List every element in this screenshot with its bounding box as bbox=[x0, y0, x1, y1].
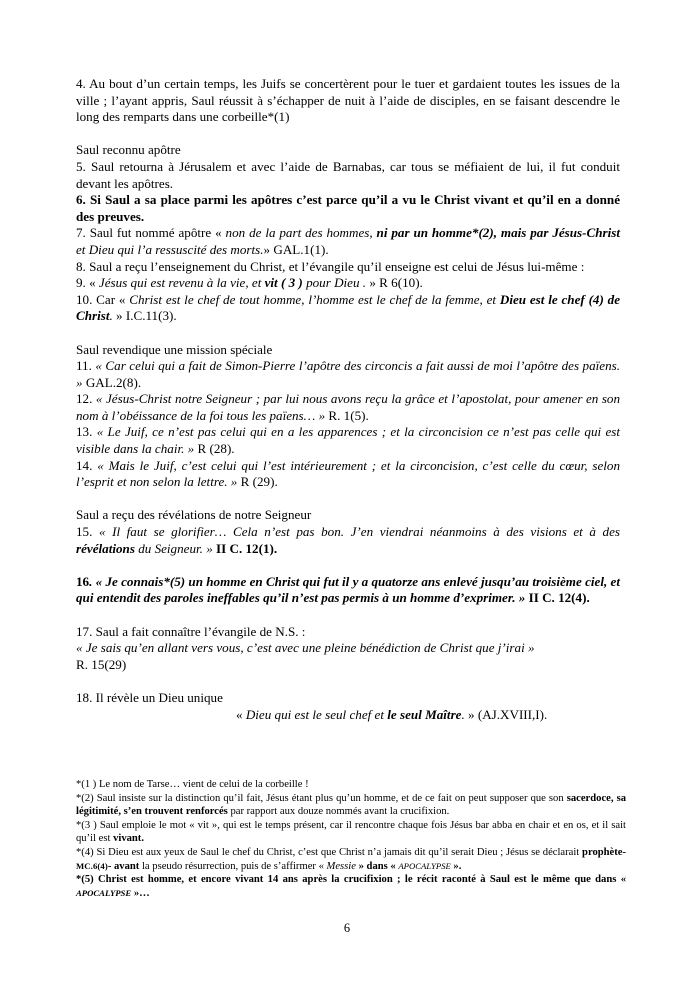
paragraph-16-lead: 16 bbox=[76, 573, 90, 589]
paragraph-10-bolditalic-1: Dieu est le chef (4) de Christ bbox=[76, 291, 621, 324]
paragraph-14-italic-1: « Mais le Juif, c’est celui qui l’est intérieurement ; et la circoncision, c’est celle du cœur, selon l’esprit et non selon la lettre. » bbox=[76, 457, 620, 490]
paragraph-9-bolditalic-1: vit ( 3 ) bbox=[264, 275, 303, 291]
paragraph-spacer bbox=[76, 557, 620, 574]
paragraph-7-italic-2: et Dieu qui l’a ressuscité des morts. bbox=[76, 241, 264, 257]
paragraph-spacer bbox=[76, 491, 620, 508]
paragraph-10 bbox=[76, 292, 620, 325]
footnote-5-tail: »… bbox=[131, 887, 150, 899]
paragraph-18-quote-bolditalic-1: le seul Maître bbox=[387, 706, 462, 722]
paragraph-14-lead: 14. bbox=[76, 457, 98, 473]
paragraph-7-lead: 7. Saul fut nommé apôtre « bbox=[76, 225, 226, 241]
paragraph-8: 8. Saul a reçu l’enseignement du Christ, et l’évangile qu’il enseigne est celui de Jésus lui-même : bbox=[76, 258, 585, 274]
footnote-2-bold-1: sacerdoce, sa légitimité, s’en trouvent renforcés bbox=[76, 792, 626, 818]
footnote-3 bbox=[76, 819, 626, 846]
paragraph-13-lead: 13. bbox=[76, 424, 97, 440]
footnote-4-bold-2: - avant bbox=[107, 860, 140, 872]
paragraph-15-italic-1: « Il faut se glorifier… Cela n’est pas bon. J’en viendrai néanmoins à des visions et à des bbox=[98, 524, 620, 540]
paragraph-13-tail: R (28). bbox=[197, 441, 235, 457]
paragraph-5: 5. Saul retourna à Jérusalem et avec l’aide de Barnabas, car tous se méfiaient de lui, il fut conduit devant les apôtres. bbox=[76, 158, 620, 191]
footnotes-section bbox=[76, 778, 626, 900]
footnote-3-bold-1: vivant. bbox=[113, 833, 144, 845]
paragraph-10-lead: 10. Car « bbox=[76, 291, 130, 307]
footnote-4 bbox=[76, 846, 626, 873]
paragraph-7-italic-1: non de la part des hommes, bbox=[225, 225, 377, 241]
paragraph-16-tail: II C. 12(4). bbox=[528, 590, 590, 606]
paragraph-10-italic-2: . bbox=[109, 308, 113, 324]
paragraph-7 bbox=[76, 225, 620, 258]
footnote-3-lead: *(3 ) Saul emploie le mot « vit », qui est le temps présent, car il rencontre chaque fois Jésus bar abba en chair et en os, et il sait qu’il est bbox=[76, 819, 626, 845]
paragraph-9 bbox=[76, 275, 620, 292]
paragraph-18-quote bbox=[236, 707, 620, 724]
paragraph-9-italic-1: Jésus qui est revenu à la vie, et bbox=[98, 275, 265, 291]
paragraph-18-quote-lead: « bbox=[236, 706, 246, 722]
footnote-4-mid: la pseudo résurrection, puis de s’affirmer « bbox=[139, 860, 327, 872]
paragraph-13 bbox=[76, 424, 620, 457]
footnote-4-bold-3: » dans « bbox=[355, 860, 399, 872]
paragraph-14 bbox=[76, 458, 620, 491]
paragraph-15-tail: II C. 12(1). bbox=[216, 540, 278, 556]
footnote-4-bold-4: ». bbox=[450, 860, 462, 872]
paragraph-17: 17. Saul a fait connaître l’évangile de N.S. : bbox=[76, 623, 306, 639]
paragraph-17-reference: R. 15(29) bbox=[76, 656, 127, 672]
footnote-4-italic-1: Messie bbox=[326, 860, 356, 872]
paragraph-spacer bbox=[76, 325, 620, 342]
paragraph-spacer bbox=[76, 126, 620, 143]
paragraph-10-tail: » I.C.11(3). bbox=[112, 308, 177, 324]
page-number: 6 bbox=[343, 921, 351, 935]
paragraph-4: 4. Au bout d’un certain temps, les Juifs se concertèrent pour le tuer et gardaient toutes les issues de la ville ; l’ayant appris, Saul réussit à s’échapper de nuit à l’aide de disciples, en se faisant descendre le long des remparts dans une corbeille*(1) bbox=[76, 76, 620, 125]
paragraph-11-tail: GAL.2(8). bbox=[85, 374, 142, 390]
document-body bbox=[76, 76, 620, 723]
footnote-5 bbox=[76, 873, 626, 900]
footnote-2-tail: par rapport aux douze nommés avant la crucifixion. bbox=[227, 806, 450, 818]
paragraph-15 bbox=[76, 524, 620, 557]
footnote-5-smallcaps-italic-1: APOCALYPSE bbox=[76, 887, 132, 898]
paragraph-15-italic-2: du Seigneur. » bbox=[134, 540, 217, 556]
paragraph-18-quote-tail: » (AJ.XVIII,I). bbox=[468, 706, 548, 722]
paragraph-15-lead: 15. bbox=[76, 524, 99, 540]
paragraph-spacer bbox=[76, 673, 620, 690]
paragraph-9-tail: » R 6(10). bbox=[369, 275, 423, 291]
paragraph-11-lead: 11. bbox=[76, 358, 96, 374]
paragraph-18: 18. Il révèle un Dieu unique bbox=[76, 689, 223, 705]
footnote-4-smallcaps-italic-1: APOCALYPSE bbox=[398, 860, 451, 871]
paragraph-16-bolditalic-1: . « Je connais*(5) un homme en Christ qui fut il y a quatorze ans enlevé jusqu’au troisième ciel, et qui entendit des paroles ineffables qu’il n’est pas permis à un homme d’exprimer. » bbox=[76, 573, 620, 606]
section-heading-mission-speciale: Saul revendique une mission spéciale bbox=[76, 341, 273, 357]
paragraph-15-bolditalic-1: révélations bbox=[76, 540, 135, 556]
paragraph-10-italic-1: Christ est le chef de tout homme, l’homme est le chef de la femme, et bbox=[129, 291, 500, 307]
paragraph-18-quote-italic-1: Dieu qui est le seul chef et bbox=[245, 706, 388, 722]
paragraph-14-tail: R (29). bbox=[240, 474, 278, 490]
footnote-4-bold-1: prophète- bbox=[582, 846, 626, 858]
footnote-2 bbox=[76, 792, 626, 819]
paragraph-18-quote-italic-2: . bbox=[461, 706, 469, 722]
footnote-2-lead: *(2) Saul insiste sur la distinction qu’il fait, Jésus étant plus qu’un homme, et de ce fait on peut supposer que son bbox=[76, 792, 567, 804]
footnote-4-smallcaps-1: MC.6(4) bbox=[76, 860, 108, 871]
paragraph-9-lead: 9. « bbox=[76, 275, 99, 291]
footnote-5-lead: *(5) Christ est homme, et encore vivant 14 ans après la crucifixion ; le récit raconté à Saul est le même que dans « bbox=[76, 874, 626, 886]
paragraph-12-tail: R. 1(5). bbox=[328, 407, 369, 423]
paragraph-17-quote: « Je sais qu’en allant vers vous, c’est avec une pleine bénédiction de Christ que j’irai » bbox=[76, 640, 535, 656]
section-heading-revelations: Saul a reçu des révélations de notre Seigneur bbox=[76, 507, 312, 523]
paragraph-12 bbox=[76, 391, 620, 424]
paragraph-13-italic-1: « Le Juif, ce n’est pas celui qui en a les apparences ; et la circoncision ce n’est pas celle qui est visible dans la chair. » bbox=[76, 424, 621, 457]
paragraph-9-italic-2: pour Dieu . bbox=[302, 275, 370, 291]
paragraph-12-italic-1: « Jésus-Christ notre Seigneur ; par lui nous avons reçu la grâce et l’apostolat, pour amener en son nom à l’obéissance de la foi tous les païens… » bbox=[76, 391, 621, 423]
paragraph-7-bolditalic-1: ni par un homme*(2), mais par Jésus-Christ bbox=[376, 225, 620, 241]
paragraph-spacer bbox=[76, 607, 620, 624]
footnote-4-lead: *(4) Si Dieu est aux yeux de Saul le chef du Christ, c’est que Christ n’a jamais dit qu’il serait Dieu ; Jésus se déclarait bbox=[76, 846, 583, 858]
paragraph-6: 6. Si Saul a sa place parmi les apôtres c’est parce qu’il a vu le Christ vivant et qu’il en a donné des preuves. bbox=[76, 192, 620, 224]
footnote-1: *(1 ) Le nom de Tarse… vient de celui de la corbeille ! bbox=[76, 779, 309, 790]
paragraph-11-italic-1: « Car celui qui a fait de Simon-Pierre l’apôtre des circoncis a fait aussi de moi l’apôtre des païens. » bbox=[76, 358, 620, 390]
paragraph-16 bbox=[76, 574, 620, 607]
paragraph-7-tail: » GAL.1(1). bbox=[263, 241, 329, 257]
paragraph-11 bbox=[76, 358, 620, 391]
section-heading-saul-reconnu-apotre: Saul reconnu apôtre bbox=[76, 142, 181, 158]
paragraph-12-lead: 12. bbox=[76, 391, 96, 407]
